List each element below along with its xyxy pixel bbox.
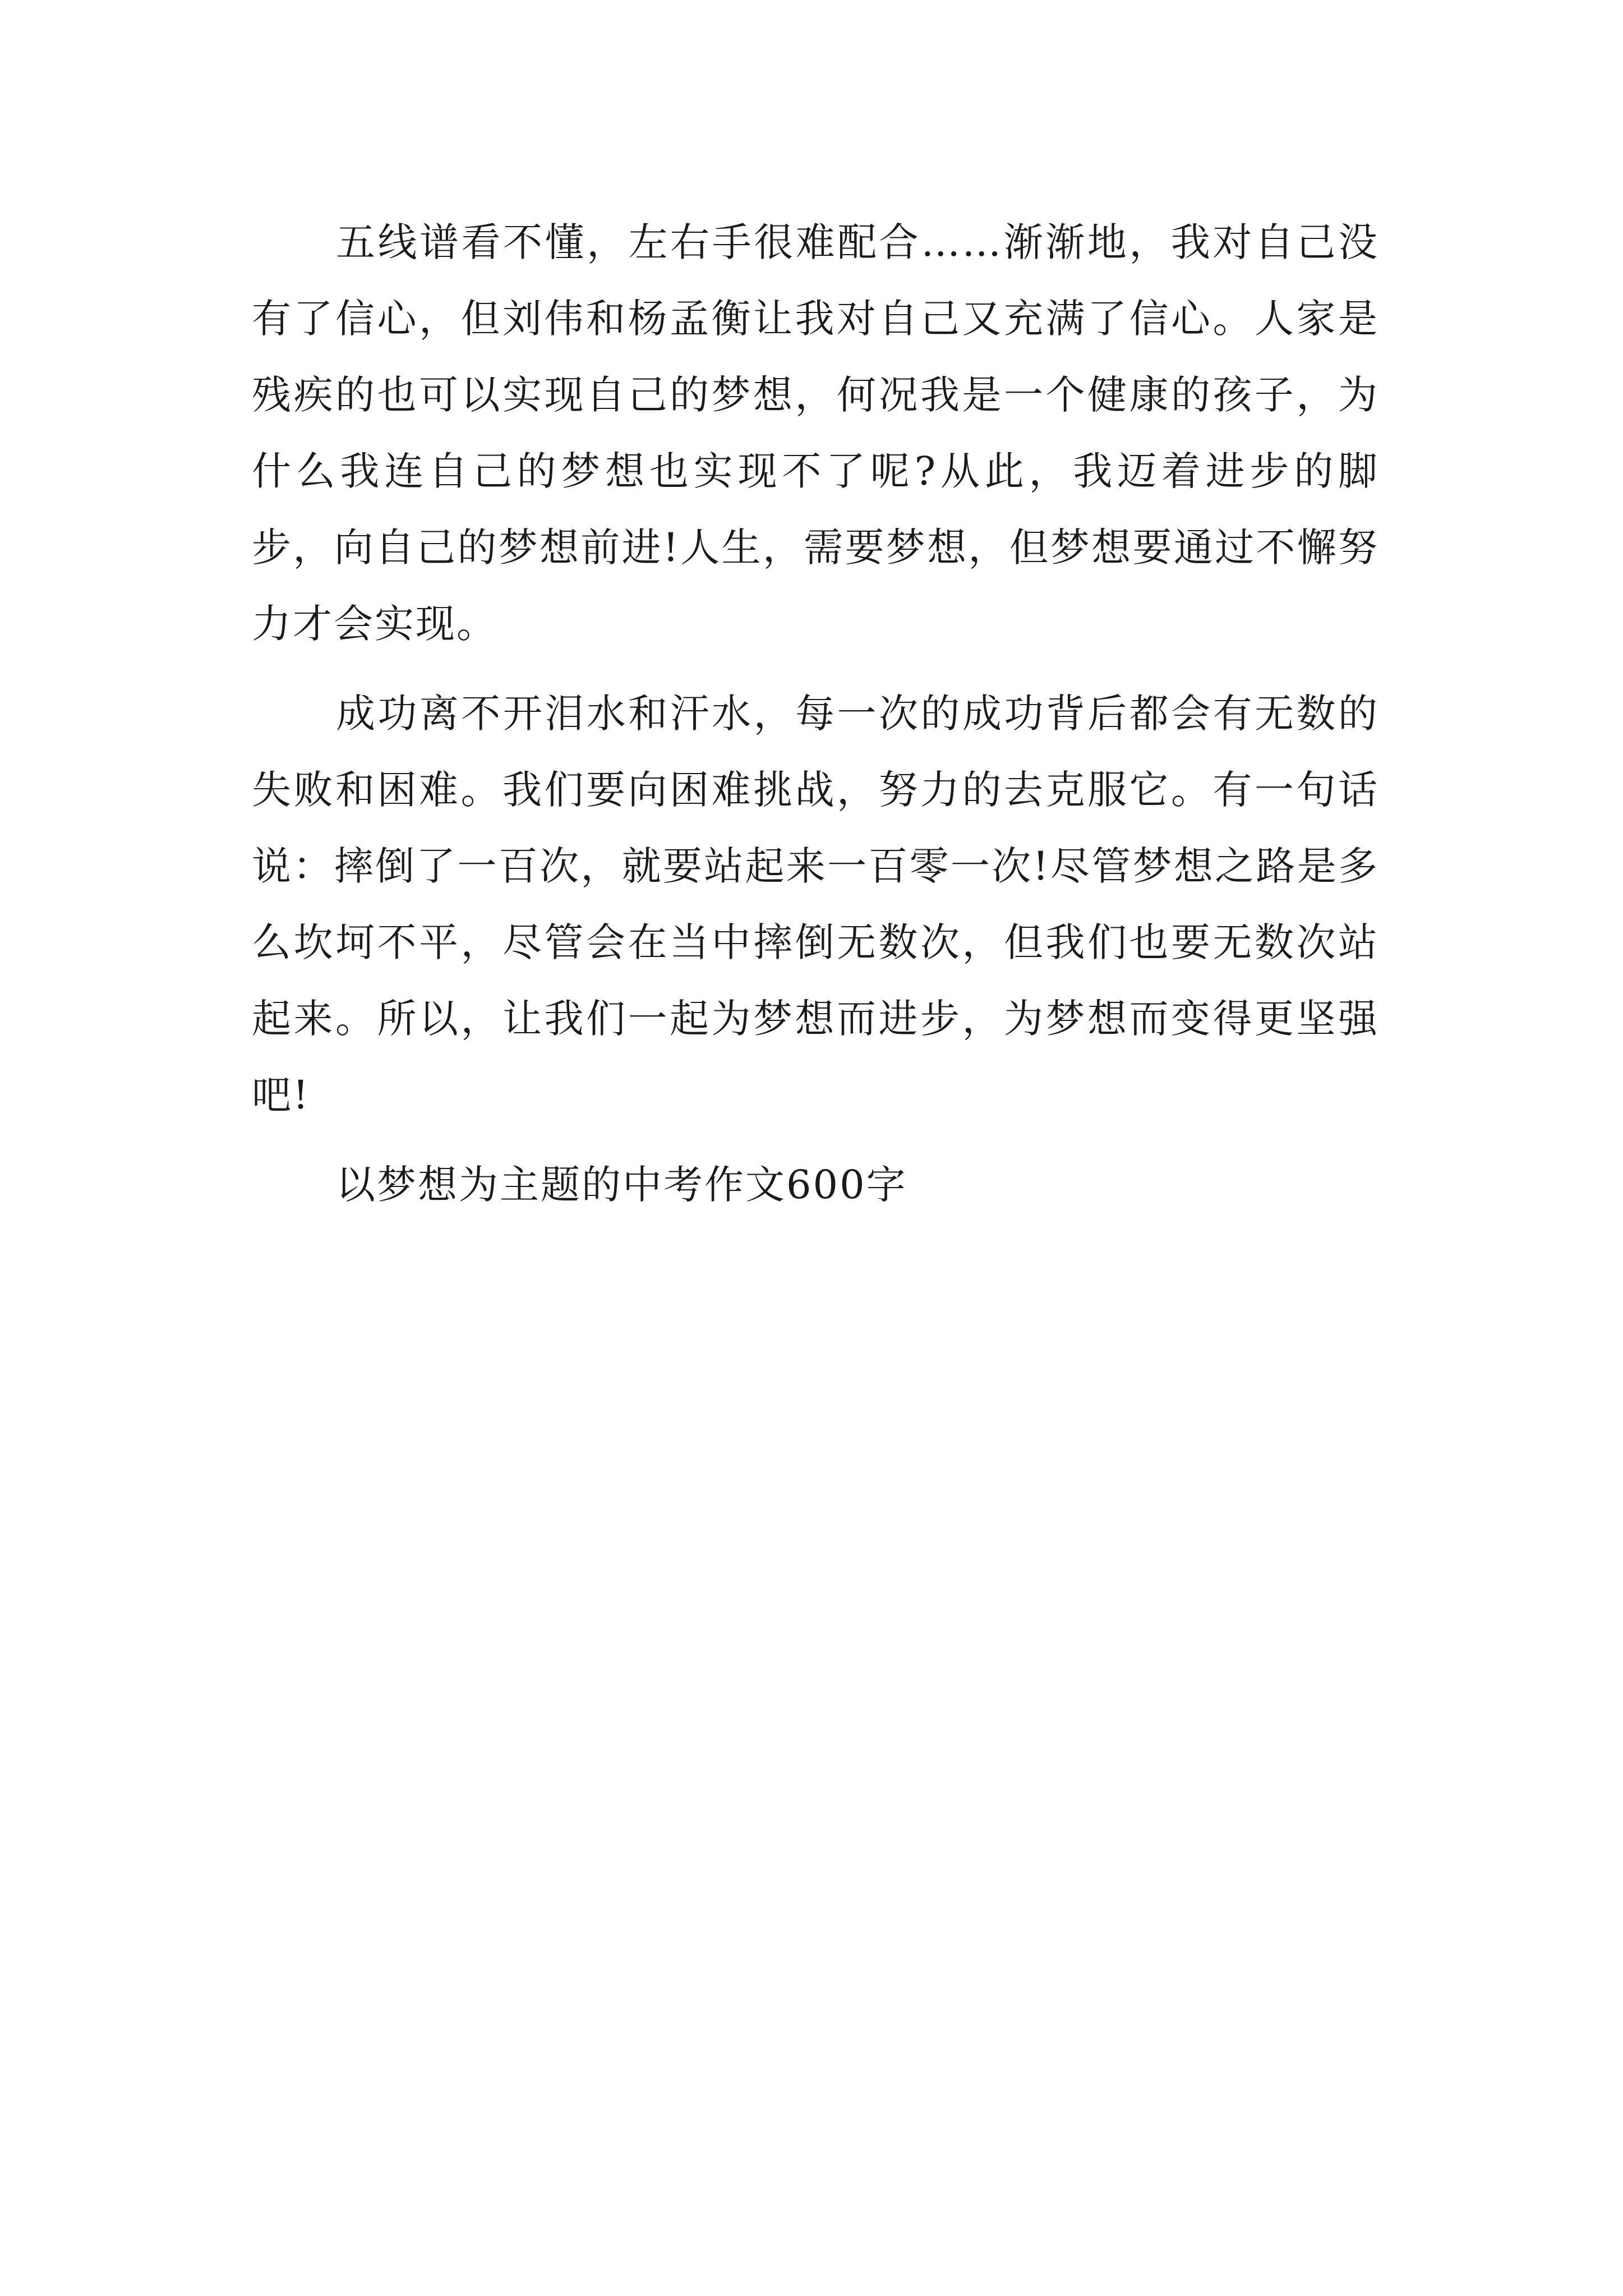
next-article-title: 以梦想为主题的中考作文600字 [336, 1162, 907, 1208]
paragraph: 成功离不开泪水和汗水，每一次的成功背后都会有无数的失败和困难。我们要向困难挑战，努力的去克服它。有一句话说：摔倒了一百次，就要站起来一百零一次!尽管梦想之路是多么坎坷不平，尽管会在当中摔倒无数次，但我们也要无数次站起来。所以，让我们一起为梦想而进步，为梦想而变得更坚强吧! [252, 691, 1379, 1118]
paragraph: 五线谱看不懂，左右手很难配合……渐渐地，我对自己没有了信心，但刘伟和杨孟衡让我对自己又充满了信心。人家是残疾的也可以实现自己的梦想，何况我是一个健康的孩子，为什么我连自己的梦想也实现不了呢?从此，我迈着进步的脚步，向自己的梦想前进!人生，需要梦想，但梦想要通过不懈努力才会实现。 [252, 219, 1379, 647]
document-body [252, 204, 1379, 1236]
